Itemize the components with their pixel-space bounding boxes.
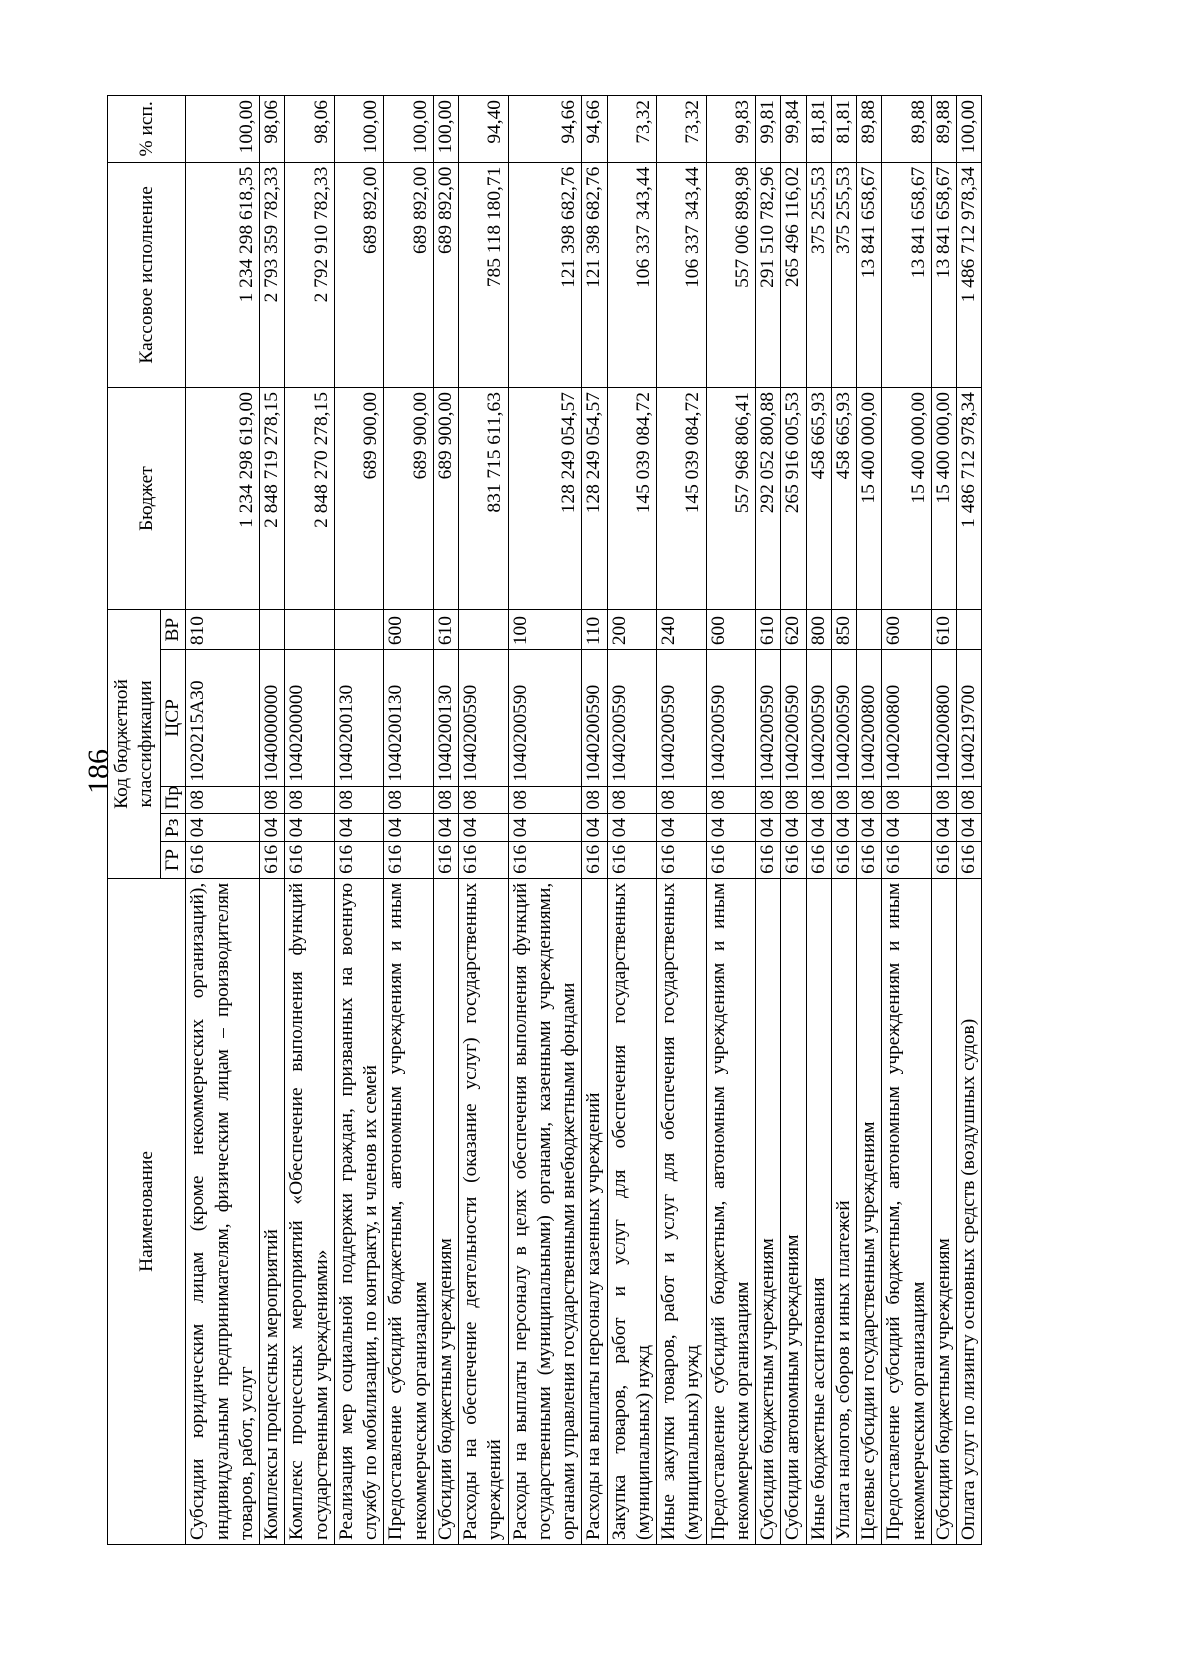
rotated-page bbox=[107, 95, 982, 1545]
row-csr: 1040200800 bbox=[931, 650, 956, 787]
row-execution: 265 496 116,02 bbox=[781, 162, 806, 387]
row-pr: 08 bbox=[831, 786, 856, 814]
table-row bbox=[657, 96, 707, 1545]
row-pct: 89,88 bbox=[931, 96, 956, 163]
row-pct: 100,00 bbox=[384, 96, 434, 163]
row-csr: 1040200590 bbox=[806, 650, 831, 787]
table-row bbox=[931, 96, 956, 1545]
row-budget: 689 900,00 bbox=[433, 388, 458, 610]
row-execution: 1 234 298 618,35 bbox=[186, 162, 260, 387]
row-execution: 375 255,53 bbox=[831, 162, 856, 387]
row-execution: 2 792 910 782,33 bbox=[285, 162, 335, 387]
row-budget: 128 249 054,57 bbox=[508, 388, 582, 610]
row-execution: 121 398 682,76 bbox=[508, 162, 582, 387]
table-row bbox=[831, 96, 856, 1545]
row-budget: 145 039 084,72 bbox=[607, 388, 657, 610]
row-gr: 616 bbox=[781, 842, 806, 879]
row-gr: 616 bbox=[260, 842, 285, 879]
row-name: Закупка товаров, работ и услуг для обеспечения государственных (муниципальных) нужд bbox=[607, 878, 657, 1544]
row-gr: 616 bbox=[657, 842, 707, 879]
row-name: Предоставление субсидий бюджетным, автономным учреждениям и иным некоммерческим организациям bbox=[882, 878, 932, 1544]
row-csr: 1040200130 bbox=[384, 650, 434, 787]
row-vr: 100 bbox=[508, 610, 582, 650]
header-pct: % исп. bbox=[108, 96, 186, 163]
table-row bbox=[260, 96, 285, 1545]
row-budget: 1 234 298 619,00 bbox=[186, 388, 260, 610]
row-execution: 375 255,53 bbox=[806, 162, 831, 387]
row-pr: 08 bbox=[706, 786, 756, 814]
row-rz: 04 bbox=[508, 814, 582, 842]
row-pr: 08 bbox=[607, 786, 657, 814]
row-pr: 08 bbox=[756, 786, 781, 814]
row-pct: 73,32 bbox=[607, 96, 657, 163]
row-name: Субсидии юридическим лицам (кроме некоммерческих организаций), индивидуальным предпринимателям, физическим лицам – производителям товаров, работ, услуг bbox=[186, 878, 260, 1544]
row-pct: 94,66 bbox=[582, 96, 607, 163]
row-vr: 810 bbox=[186, 610, 260, 650]
table-row bbox=[508, 96, 582, 1545]
row-name: Расходы на выплаты персоналу казенных учреждений bbox=[582, 878, 607, 1544]
table-row bbox=[384, 96, 434, 1545]
row-rz: 04 bbox=[334, 814, 384, 842]
row-csr: 1040200130 bbox=[334, 650, 384, 787]
row-rz: 04 bbox=[831, 814, 856, 842]
row-execution: 121 398 682,76 bbox=[582, 162, 607, 387]
row-vr: 800 bbox=[806, 610, 831, 650]
row-name: Иные закупки товаров, работ и услуг для обеспечения государственных (муниципальных) нужд bbox=[657, 878, 707, 1544]
row-rz: 04 bbox=[260, 814, 285, 842]
row-gr: 616 bbox=[857, 842, 882, 879]
row-budget: 265 916 005,53 bbox=[781, 388, 806, 610]
row-vr: 110 bbox=[582, 610, 607, 650]
table-row bbox=[957, 96, 982, 1545]
table-row bbox=[334, 96, 384, 1545]
row-pr: 08 bbox=[433, 786, 458, 814]
page-number: 186 bbox=[82, 749, 115, 794]
row-pr: 08 bbox=[882, 786, 932, 814]
row-vr: 850 bbox=[831, 610, 856, 650]
row-csr: 1040200590 bbox=[582, 650, 607, 787]
row-pct: 94,40 bbox=[459, 96, 509, 163]
row-vr: 610 bbox=[756, 610, 781, 650]
table-row bbox=[186, 96, 260, 1545]
row-name: Расходы на выплаты персоналу в целях обеспечения выполнения функций государственными (муниципальными) органами, казенными учреждениями, органами управления государственными внебюджетными фондами bbox=[508, 878, 582, 1544]
table-row bbox=[582, 96, 607, 1545]
row-csr: 1040200590 bbox=[459, 650, 509, 787]
row-rz: 04 bbox=[384, 814, 434, 842]
header-code-group: Код бюджетной классификации bbox=[108, 610, 161, 879]
table-row bbox=[882, 96, 932, 1545]
row-execution: 13 841 658,67 bbox=[882, 162, 932, 387]
row-name: Предоставление субсидий бюджетным, автономным учреждениям и иным некоммерческим организациям bbox=[384, 878, 434, 1544]
row-csr: 1040200590 bbox=[781, 650, 806, 787]
header-vr: ВР bbox=[161, 610, 186, 650]
table-row bbox=[756, 96, 781, 1545]
row-pct: 89,88 bbox=[882, 96, 932, 163]
table-row bbox=[459, 96, 509, 1545]
row-gr: 616 bbox=[931, 842, 956, 879]
row-budget: 2 848 270 278,15 bbox=[285, 388, 335, 610]
row-csr: 1040200000 bbox=[285, 650, 335, 787]
row-execution: 13 841 658,67 bbox=[931, 162, 956, 387]
row-execution: 1 486 712 978,34 bbox=[957, 162, 982, 387]
row-rz: 04 bbox=[882, 814, 932, 842]
row-rz: 04 bbox=[607, 814, 657, 842]
row-gr: 616 bbox=[186, 842, 260, 879]
row-name: Субсидии автономным учреждениям bbox=[781, 878, 806, 1544]
table-row bbox=[706, 96, 756, 1545]
row-budget: 15 400 000,00 bbox=[931, 388, 956, 610]
row-name: Оплата услуг по лизингу основных средств (воздушных судов) bbox=[957, 878, 982, 1544]
row-gr: 616 bbox=[806, 842, 831, 879]
row-execution: 785 118 180,71 bbox=[459, 162, 509, 387]
row-pr: 08 bbox=[459, 786, 509, 814]
row-gr: 616 bbox=[459, 842, 509, 879]
row-rz: 04 bbox=[957, 814, 982, 842]
row-pct: 81,81 bbox=[831, 96, 856, 163]
row-pr: 08 bbox=[931, 786, 956, 814]
row-vr bbox=[260, 610, 285, 650]
row-csr: 1040200590 bbox=[756, 650, 781, 787]
row-name: Субсидии бюджетным учреждениям bbox=[756, 878, 781, 1544]
row-pct: 73,32 bbox=[657, 96, 707, 163]
row-pr: 08 bbox=[657, 786, 707, 814]
row-name: Целевые субсидии государственным учреждениям bbox=[857, 878, 882, 1544]
row-vr bbox=[285, 610, 335, 650]
row-pr: 08 bbox=[508, 786, 582, 814]
row-budget: 831 715 611,63 bbox=[459, 388, 509, 610]
row-rz: 04 bbox=[459, 814, 509, 842]
budget-table bbox=[107, 95, 982, 1545]
row-rz: 04 bbox=[931, 814, 956, 842]
row-gr: 616 bbox=[582, 842, 607, 879]
row-name: Иные бюджетные ассигнования bbox=[806, 878, 831, 1544]
row-pct: 100,00 bbox=[186, 96, 260, 163]
row-pr: 08 bbox=[260, 786, 285, 814]
row-vr: 600 bbox=[384, 610, 434, 650]
row-budget: 557 968 806,41 bbox=[706, 388, 756, 610]
row-rz: 04 bbox=[756, 814, 781, 842]
row-csr: 1040000000 bbox=[260, 650, 285, 787]
row-rz: 04 bbox=[806, 814, 831, 842]
row-pct: 100,00 bbox=[334, 96, 384, 163]
row-budget: 689 900,00 bbox=[384, 388, 434, 610]
row-pct: 99,84 bbox=[781, 96, 806, 163]
row-name: Предоставление субсидий бюджетным, автономным учреждениям и иным некоммерческим организациям bbox=[706, 878, 756, 1544]
row-csr: 1040200590 bbox=[508, 650, 582, 787]
row-rz: 04 bbox=[186, 814, 260, 842]
row-execution: 2 793 359 782,33 bbox=[260, 162, 285, 387]
row-rz: 04 bbox=[857, 814, 882, 842]
row-csr: 1040200800 bbox=[882, 650, 932, 787]
row-budget: 15 400 000,00 bbox=[882, 388, 932, 610]
row-pr: 08 bbox=[384, 786, 434, 814]
row-pr: 08 bbox=[806, 786, 831, 814]
row-csr: 1040200590 bbox=[657, 650, 707, 787]
table-row bbox=[781, 96, 806, 1545]
row-gr: 616 bbox=[334, 842, 384, 879]
row-pr: 08 bbox=[781, 786, 806, 814]
row-pr: 08 bbox=[334, 786, 384, 814]
row-pct: 94,66 bbox=[508, 96, 582, 163]
row-gr: 616 bbox=[706, 842, 756, 879]
row-budget: 128 249 054,57 bbox=[582, 388, 607, 610]
row-pr: 08 bbox=[285, 786, 335, 814]
row-vr: 600 bbox=[706, 610, 756, 650]
row-rz: 04 bbox=[706, 814, 756, 842]
row-budget: 1 486 712 978,34 bbox=[957, 388, 982, 610]
row-csr: 1040200590 bbox=[607, 650, 657, 787]
row-gr: 616 bbox=[831, 842, 856, 879]
row-vr bbox=[459, 610, 509, 650]
row-gr: 616 bbox=[433, 842, 458, 879]
row-rz: 04 bbox=[781, 814, 806, 842]
row-pct: 100,00 bbox=[957, 96, 982, 163]
row-name: Субсидии бюджетным учреждениям bbox=[931, 878, 956, 1544]
row-pct: 99,81 bbox=[756, 96, 781, 163]
row-gr: 616 bbox=[957, 842, 982, 879]
row-csr: 1040200590 bbox=[706, 650, 756, 787]
row-name: Расходы на обеспечение деятельности (оказание услуг) государственных учреждений bbox=[459, 878, 509, 1544]
row-csr: 1040200590 bbox=[831, 650, 856, 787]
table-row bbox=[433, 96, 458, 1545]
row-execution: 689 892,00 bbox=[334, 162, 384, 387]
table-row bbox=[285, 96, 335, 1545]
header-budget: Бюджет bbox=[108, 388, 186, 610]
row-gr: 616 bbox=[756, 842, 781, 879]
row-pct: 99,83 bbox=[706, 96, 756, 163]
table-row bbox=[607, 96, 657, 1545]
header-name: Наименование bbox=[108, 878, 186, 1544]
row-vr: 200 bbox=[607, 610, 657, 650]
row-vr bbox=[334, 610, 384, 650]
row-gr: 616 bbox=[285, 842, 335, 879]
row-pct: 81,81 bbox=[806, 96, 831, 163]
row-name: Уплата налогов, сборов и иных платежей bbox=[831, 878, 856, 1544]
row-rz: 04 bbox=[433, 814, 458, 842]
row-execution: 106 337 343,44 bbox=[657, 162, 707, 387]
row-pct: 98,06 bbox=[285, 96, 335, 163]
row-vr bbox=[857, 610, 882, 650]
row-execution: 689 892,00 bbox=[433, 162, 458, 387]
row-budget: 458 665,93 bbox=[806, 388, 831, 610]
row-rz: 04 bbox=[657, 814, 707, 842]
row-pct: 98,06 bbox=[260, 96, 285, 163]
row-pct: 100,00 bbox=[433, 96, 458, 163]
row-gr: 616 bbox=[508, 842, 582, 879]
row-pr: 08 bbox=[857, 786, 882, 814]
row-budget: 689 900,00 bbox=[334, 388, 384, 610]
row-gr: 616 bbox=[384, 842, 434, 879]
row-budget: 458 665,93 bbox=[831, 388, 856, 610]
row-budget: 2 848 719 278,15 bbox=[260, 388, 285, 610]
header-pr: Пр bbox=[161, 786, 186, 814]
row-name: Комплексы процессных мероприятий bbox=[260, 878, 285, 1544]
row-execution: 106 337 343,44 bbox=[607, 162, 657, 387]
row-vr bbox=[957, 610, 982, 650]
row-budget: 292 052 800,88 bbox=[756, 388, 781, 610]
row-csr: 1040200130 bbox=[433, 650, 458, 787]
header-csr: ЦСР bbox=[161, 650, 186, 787]
row-csr: 1020215А30 bbox=[186, 650, 260, 787]
row-budget: 15 400 000,00 bbox=[857, 388, 882, 610]
table-body bbox=[186, 96, 982, 1545]
row-pct: 89,88 bbox=[857, 96, 882, 163]
row-name: Реализация мер социальной поддержки граждан, призванных на военную службу по мобилизации, по контракту, и членов их семей bbox=[334, 878, 384, 1544]
row-gr: 616 bbox=[882, 842, 932, 879]
header-gr: ГР bbox=[161, 842, 186, 879]
row-pr: 08 bbox=[957, 786, 982, 814]
row-csr: 1040219700 bbox=[957, 650, 982, 787]
row-vr: 610 bbox=[433, 610, 458, 650]
row-name: Субсидии бюджетным учреждениям bbox=[433, 878, 458, 1544]
row-vr: 600 bbox=[882, 610, 932, 650]
row-execution: 13 841 658,67 bbox=[857, 162, 882, 387]
row-execution: 689 892,00 bbox=[384, 162, 434, 387]
row-vr: 620 bbox=[781, 610, 806, 650]
row-execution: 291 510 782,96 bbox=[756, 162, 781, 387]
row-budget: 145 039 084,72 bbox=[657, 388, 707, 610]
table-row bbox=[806, 96, 831, 1545]
row-vr: 240 bbox=[657, 610, 707, 650]
row-csr: 1040200800 bbox=[857, 650, 882, 787]
header-execution: Кассовое исполнение bbox=[108, 162, 186, 387]
row-pr: 08 bbox=[582, 786, 607, 814]
row-vr: 610 bbox=[931, 610, 956, 650]
table-row bbox=[857, 96, 882, 1545]
row-name: Комплекс процессных мероприятий «Обеспечение выполнения функций государственными учреждениями» bbox=[285, 878, 335, 1544]
row-execution: 557 006 898,98 bbox=[706, 162, 756, 387]
row-gr: 616 bbox=[607, 842, 657, 879]
row-pr: 08 bbox=[186, 786, 260, 814]
row-rz: 04 bbox=[285, 814, 335, 842]
row-rz: 04 bbox=[582, 814, 607, 842]
header-rz: Рз bbox=[161, 814, 186, 842]
